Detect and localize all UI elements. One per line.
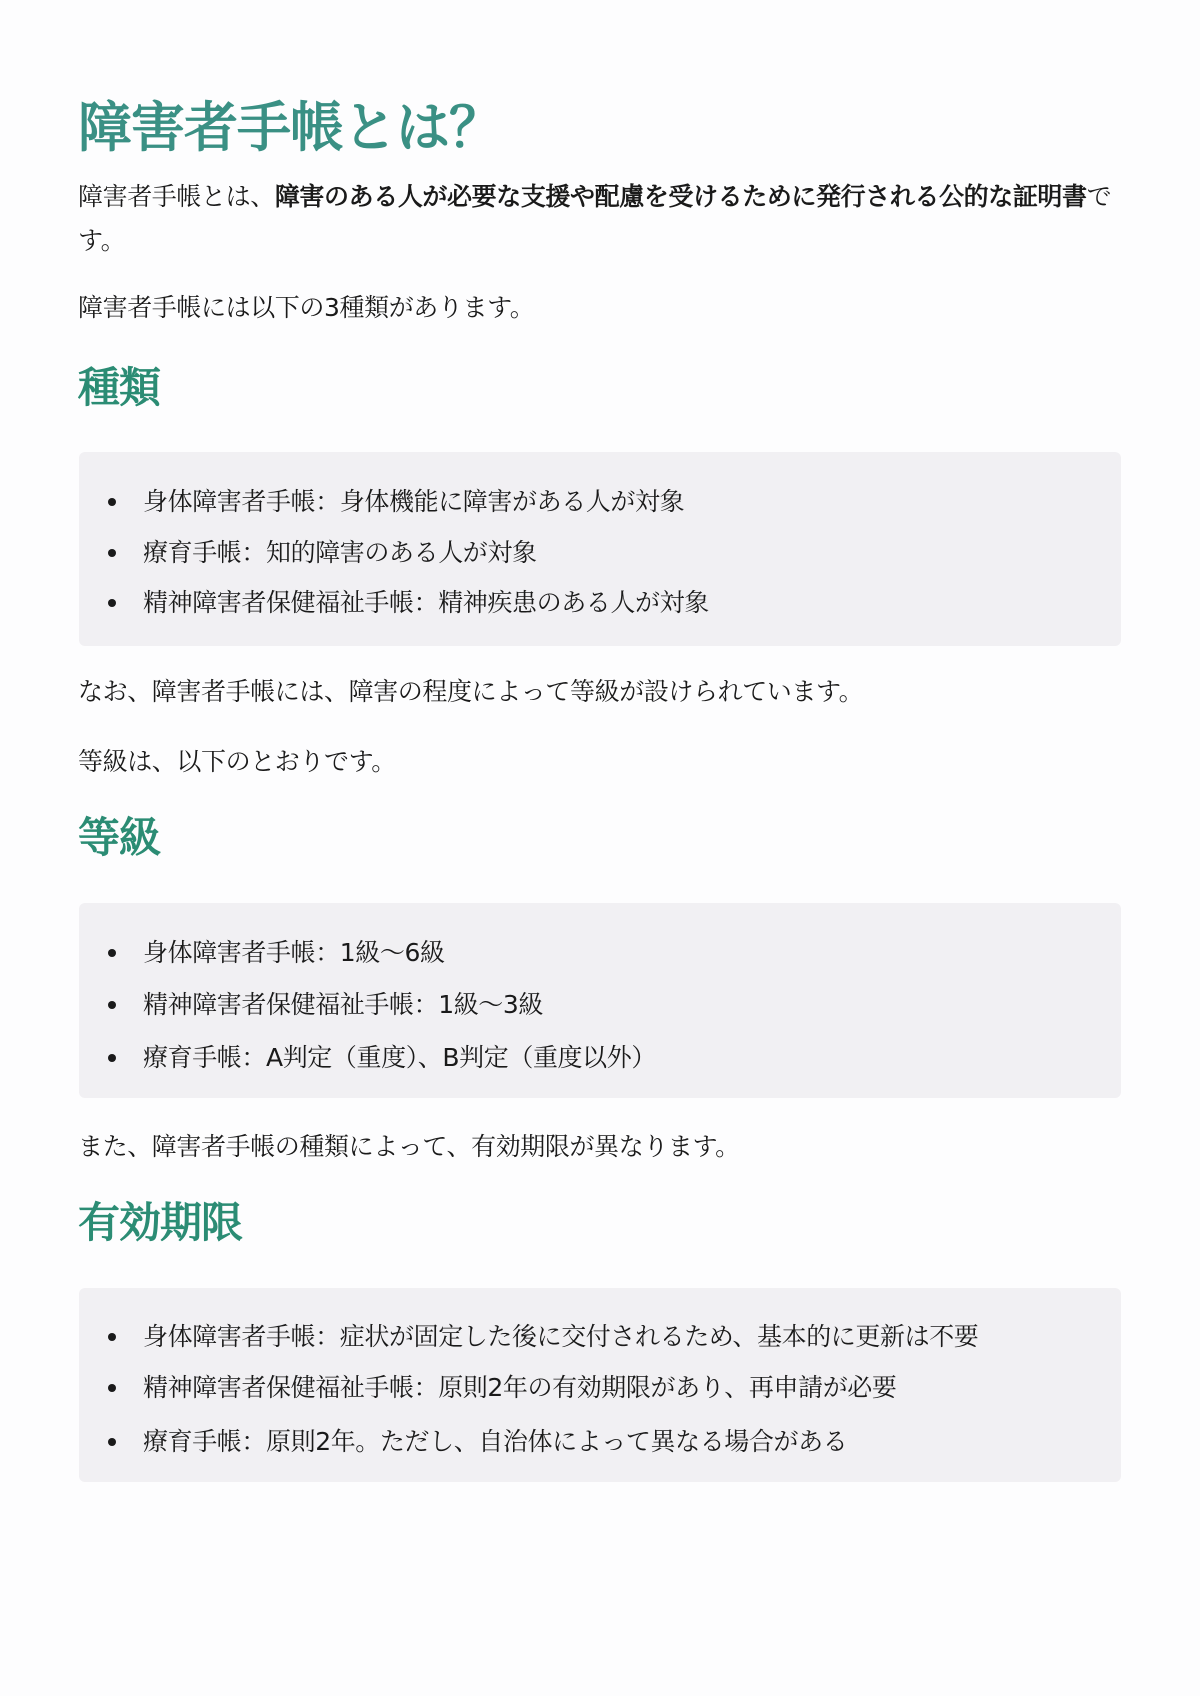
bullet-icon	[108, 498, 116, 506]
bullet-icon	[108, 1438, 116, 1446]
grades-list-box: 身体障害者手帳：1級〜6級 精神障害者保健福祉手帳：1級〜3級 療育手帳：A判定（重度）、B判定（重度以外）	[79, 903, 1121, 1098]
types-list-box: 身体障害者手帳：身体機能に障害がある人が対象 療育手帳：知的障害のある人が対象 精神障害者保健福祉手帳：精神疾患のある人が対象	[79, 452, 1121, 646]
section-heading-grades: 等級	[78, 813, 161, 862]
bullet-icon	[108, 1384, 116, 1392]
section-heading-types: 種類	[78, 363, 161, 412]
section-heading-validity: 有効期限	[78, 1198, 243, 1247]
bullet-icon	[108, 549, 116, 557]
validity-note-paragraph: また、障害者手帳の種類によって、有効期限が異なります。	[78, 1132, 740, 1161]
intro-paragraph	[78, 175, 1126, 263]
bullet-icon	[108, 1054, 116, 1062]
bullet-icon	[108, 1333, 116, 1341]
intro-suffix: です。	[78, 182, 1112, 255]
bullet-icon	[108, 949, 116, 957]
page-title: 障害者手帳とは？	[78, 96, 502, 160]
grade-intro-paragraph: 等級は、以下のとおりです。	[78, 747, 396, 776]
validity-list-box: 身体障害者手帳：症状が固定した後に交付されるため、基本的に更新は不要 精神障害者保健福祉手帳：原則2年の有効期限があり、再申請が必要 療育手帳：原則2年。ただし、自治体によって異なる場合がある	[79, 1288, 1121, 1482]
bullet-icon	[108, 599, 116, 607]
intro-types-paragraph: 障害者手帳には以下の3種類があります。	[78, 293, 535, 322]
intro-bold-text: 障害のある人が必要な支援や配慮を受けるために発行される公的な証明書	[274, 182, 1087, 211]
bullet-icon	[108, 1001, 116, 1009]
grade-note-paragraph: なお、障害者手帳には、障害の程度によって等級が設けられています。	[78, 677, 864, 706]
intro-prefix: 障害者手帳とは、	[78, 182, 275, 211]
